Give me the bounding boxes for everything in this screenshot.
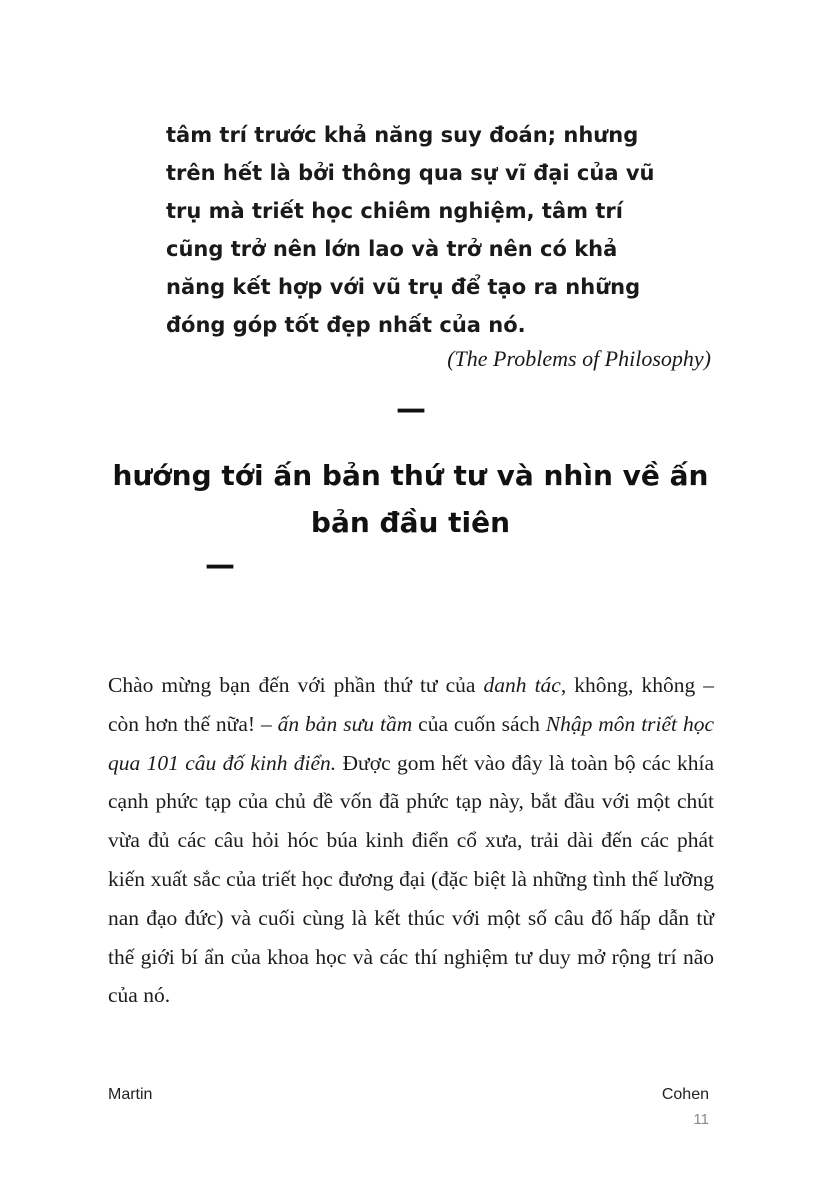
body-text: Chào mừng bạn đến với phần thứ tư của bbox=[108, 673, 484, 697]
footer-author-last: Cohen bbox=[661, 1086, 709, 1103]
chapter-heading: hướng tới ấn bản thứ tư và nhìn về ấn bản đầu tiên bbox=[112, 459, 709, 539]
separator-dash-bottom: — bbox=[205, 548, 234, 583]
footer-author-first: Martin bbox=[108, 1086, 153, 1103]
body-text: Được gom hết vào đây là toàn bộ các khía cạnh phức tạp của chủ đề vốn đã phức tạp này, bắt đầu với một chút vừa đủ các câu hỏi hóc búa kinh điển cổ xưa, trải dài đến các phát kiến xuất sắc của triết học đương đại (đặc biệt là những tình thế lưỡng nan đạo đức) và cuối cùng là kết thúc với một số câu đố hấp dẫn từ thế giới bí ẩn của khoa học và các thí nghiệm tư duy mở rộng trí não của nó. bbox=[108, 750, 714, 1008]
body-text: của cuốn sách bbox=[412, 711, 546, 736]
page-number: 11 bbox=[693, 1111, 709, 1128]
body-paragraph bbox=[108, 666, 714, 1015]
body-text-italic: danh tác bbox=[483, 673, 561, 697]
quote-block: tâm trí trước khả năng suy đoán; nhưng trên hết là bởi thông qua sự vĩ đại của vũ trụ mà triết học chiêm nghiệm, tâm trí cũng trở nên lớn lao và trở nên có khả năng kết hợp với vũ trụ để tạo ra những đóng góp tốt đẹp nhất của nó. bbox=[166, 123, 655, 337]
body-text-italic: ấn bản sưu tầm bbox=[277, 711, 413, 736]
quote-attribution: (The Problems of Philosophy) bbox=[447, 346, 711, 371]
body-text: , không, không – còn hơn thế nữa! – bbox=[108, 673, 714, 736]
separator-dash-top: — bbox=[396, 392, 425, 427]
body-text-italic: Nhập môn triết học qua 101 câu đố kinh điển. bbox=[108, 711, 714, 775]
